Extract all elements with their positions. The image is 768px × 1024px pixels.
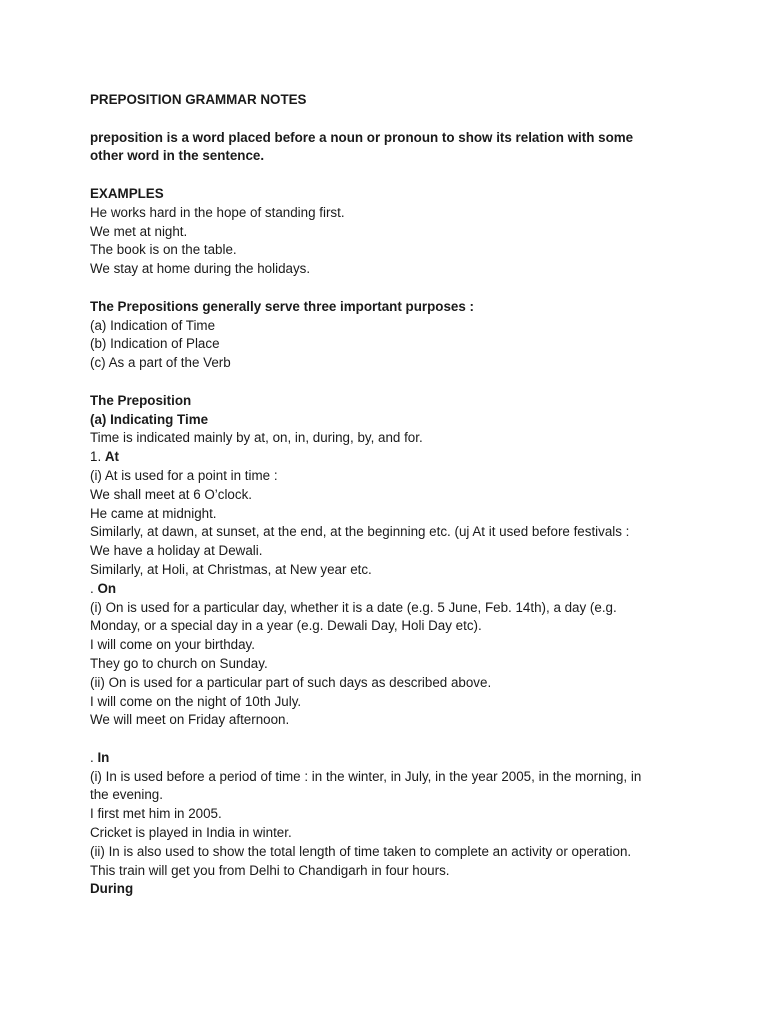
document-page: [90, 91, 680, 899]
definition-line-2: other word in the sentence.: [90, 148, 265, 164]
on-line: They go to church on Sunday.: [90, 655, 268, 671]
section-heading: The Preposition: [90, 392, 192, 408]
on-line: Monday, or a special day in a year (e.g. Dewali Day, Holi Day etc).: [90, 618, 482, 634]
in-word: In: [97, 749, 110, 765]
on-line: I will come on your birthday.: [90, 637, 255, 653]
in-line: Cricket is played in India in winter.: [90, 825, 292, 841]
purposes-heading: The Prepositions generally serve three important purposes :: [90, 298, 474, 314]
spacer: [90, 373, 680, 392]
at-line: (i) At is used for a point in time :: [90, 467, 278, 483]
spacer: [90, 166, 680, 185]
at-line: He came at midnight.: [90, 505, 217, 521]
on-word: On: [97, 580, 117, 596]
spacer: [90, 110, 680, 129]
in-prefix: .: [90, 749, 98, 765]
in-line: (i) In is used before a period of time : in the winter, in July, in the year 2005, in the morning, in: [90, 768, 642, 784]
in-line: I first met him in 2005.: [90, 806, 222, 822]
at-heading: [90, 448, 680, 467]
purpose-item: (a) Indication of Time: [90, 317, 216, 333]
at-word: At: [104, 449, 120, 465]
example-line: He works hard in the hope of standing first.: [90, 204, 345, 220]
at-line: Similarly, at Holi, at Christmas, at New year etc.: [90, 561, 372, 577]
in-line: This train will get you from Delhi to Chandigarh in four hours.: [90, 862, 450, 878]
definition-line-1: preposition is a word placed before a noun or pronoun to show its relation with some: [90, 129, 634, 145]
on-line: (ii) On is used for a particular part of such days as described above.: [90, 674, 492, 690]
spacer: [90, 730, 680, 749]
at-line: We shall meet at 6 O’clock.: [90, 486, 252, 502]
example-line: We met at night.: [90, 223, 188, 239]
example-line: We stay at home during the holidays.: [90, 261, 311, 277]
spacer: [90, 279, 680, 298]
on-prefix: .: [90, 580, 98, 596]
on-line: We will meet on Friday afternoon.: [90, 712, 290, 728]
examples-heading: EXAMPLES: [90, 185, 164, 201]
purpose-item: (c) As a part of the Verb: [90, 355, 231, 371]
at-prefix: 1.: [90, 449, 105, 465]
at-line: We have a holiday at Dewali.: [90, 543, 263, 559]
on-heading: [90, 580, 680, 599]
on-line: (i) On is used for a particular day, whether it is a date (e.g. 5 June, Feb. 14th), a day (e.g.: [90, 599, 617, 615]
in-line: the evening.: [90, 787, 163, 803]
example-line: The book is on the table.: [90, 242, 237, 258]
at-line: Similarly, at dawn, at sunset, at the end, at the beginning etc. (uj At it used before festivals :: [90, 524, 630, 540]
in-line: (ii) In is also used to show the total length of time taken to complete an activity or operation.: [90, 843, 632, 859]
purpose-item: (b) Indication of Place: [90, 336, 220, 352]
in-heading: [90, 749, 680, 768]
during-heading: During: [90, 881, 134, 897]
time-intro: Time is indicated mainly by at, on, in, during, by, and for.: [90, 430, 423, 446]
sub-heading-time: (a) Indicating Time: [90, 411, 209, 427]
document-title: PREPOSITION GRAMMAR NOTES: [90, 92, 307, 107]
on-line: I will come on the night of 10th July.: [90, 693, 302, 709]
